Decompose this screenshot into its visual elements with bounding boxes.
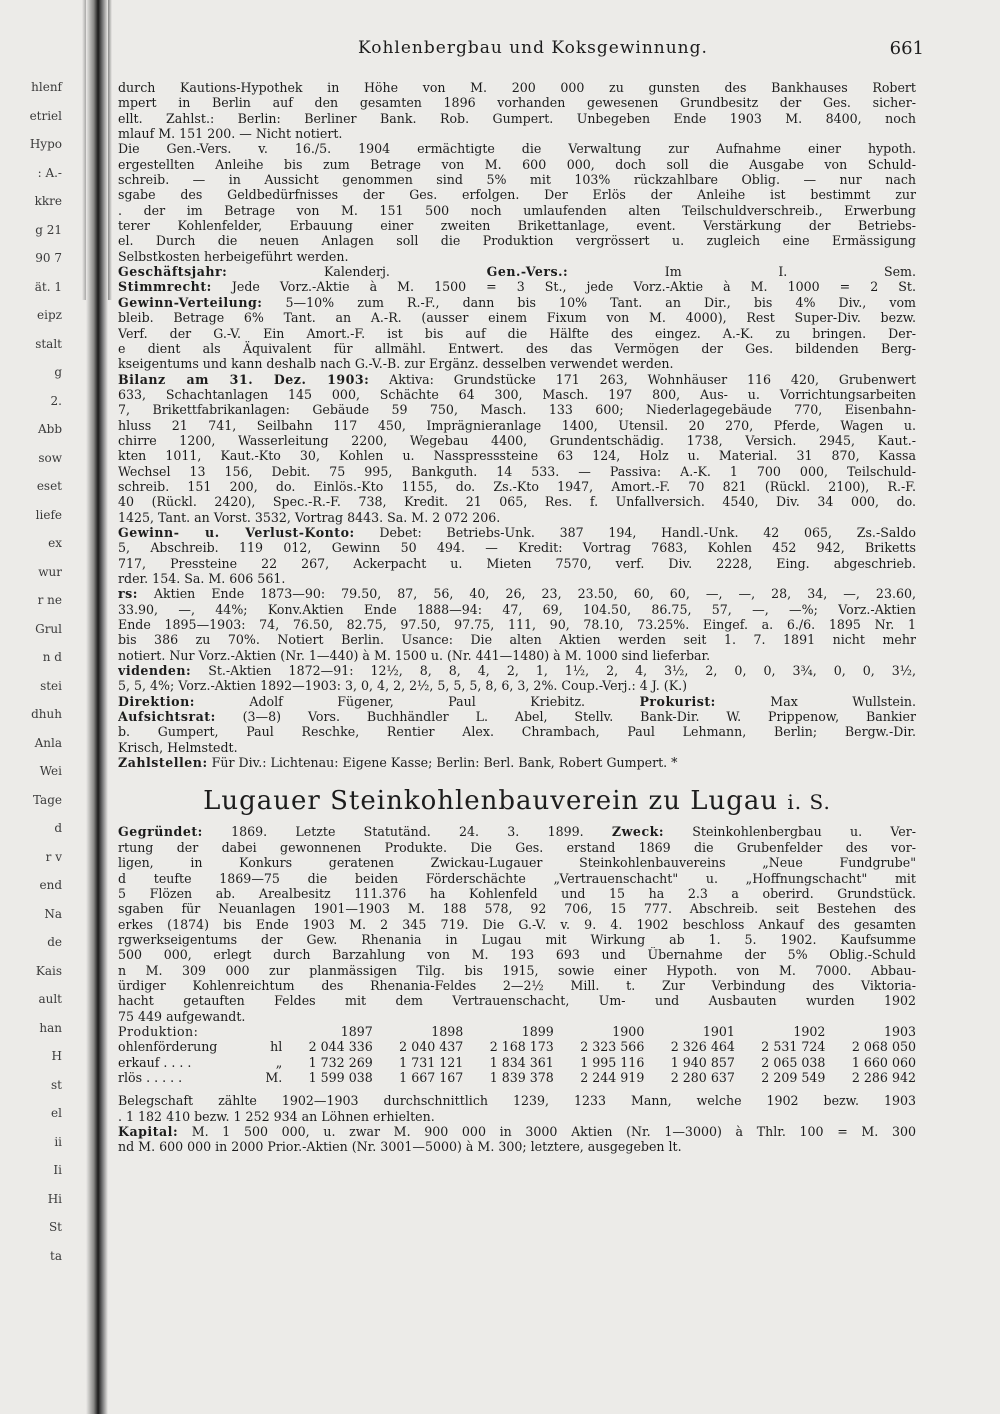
table-cell: 2 326 464 <box>670 1039 735 1055</box>
gutter-fragment: : A.- <box>37 165 62 180</box>
gutter-fragment: ault <box>38 992 62 1006</box>
gegruendet-label: Gegründet: <box>118 824 203 840</box>
gegruendet-text: 1869. Letzte Statutänd. 24. 3. 1899. <box>231 824 584 840</box>
zweck-text: Steinkohlenbergbau u. Ver- <box>692 824 916 840</box>
year-header: 1901 <box>702 1023 735 1039</box>
geschaeftsjahr-label: Geschäftsjahr: <box>118 264 228 280</box>
table-cell: 2 168 173 <box>489 1039 554 1055</box>
stimmrecht-line <box>118 279 916 294</box>
bond-text-line: sgabe des Geldbedürfnisses der Ges. erfolgen. Der Erlös der Anleihe ist bestimmt zur <box>118 187 916 203</box>
gutter-fragment: sow <box>38 450 62 465</box>
gutter-fragment: ii <box>54 1134 62 1149</box>
genvers-label: Gen.-Vers.: <box>486 264 569 280</box>
bond-text-line: terer Kohlenfelder, Erbauung einer zweiten Brikettanlage, event. Verstärkung der Betriebs- <box>118 218 916 234</box>
row-label: rlös . . . . . <box>118 1069 183 1085</box>
unit-header <box>258 1024 282 1039</box>
table-row <box>118 1055 916 1070</box>
direktion-label: Direktion: <box>118 693 195 709</box>
bond-text-line: ergestellten Anleihe bis zum Betrage von M. 600 000, doch soll die Ausgabe von Schuld- <box>118 156 916 172</box>
table-cell: 1 995 116 <box>580 1054 645 1070</box>
gutter-fragment: Wei <box>39 764 62 778</box>
gegruendet-line <box>118 824 916 839</box>
gutter-fragment: el <box>51 1106 62 1120</box>
page-number: 661 <box>889 38 924 59</box>
gutter-fragment: hlenf <box>31 80 62 94</box>
company-description-line: 75 449 aufgewandt. <box>118 1008 246 1024</box>
company-description-line: n M. 309 000 zur planmässigen Tilg. bis 1915, sowie einer Hypoth. von M. 7000. Abbau- <box>118 962 916 978</box>
year-header: 1902 <box>793 1023 826 1039</box>
row-unit: „ <box>275 1054 283 1070</box>
prokurist-label: Prokurist: <box>639 693 716 709</box>
kapital-block <box>118 1124 916 1155</box>
bond-text-line: Die Gen.-Vers. v. 16./5. 1904 ermächtigte die Verwaltung zur Aufnahme einer hypoth. <box>118 141 916 157</box>
gutter-fragment: H <box>51 1049 62 1063</box>
row-label: erkauf . . . . <box>118 1054 192 1070</box>
gewinnverteilung-line: bleib. Betrage 6% Tant. an A.-R. (ausser einem Fixum von M. 4000), Rest Super-Div. bezw. <box>118 310 916 326</box>
bond-text-line: el. Durch die neuen Anlagen soll die Produktion vergrössert u. zugleich eine Ermässigung <box>118 233 916 249</box>
zahlstellen-line <box>118 755 916 770</box>
bond-text-line: . der im Betrage von M. 151 500 noch umlaufenden alten Teilschuldverschreib., Erwerbung <box>118 202 916 218</box>
year-header: 1900 <box>612 1023 645 1039</box>
gutter-fragment: Na <box>44 906 62 921</box>
kurs-line: notiert. Nur Vorz.-Aktien (Nr. 1—440) à M. 1500 u. (Nr. 441—1480) à M. 1000 sind lieferbar. <box>118 647 711 663</box>
gutter-fragment: n d <box>42 650 62 664</box>
kurs-block <box>118 586 916 663</box>
gewinnverteilung-line: e dient als Äquivalent für allmähl. Entwert. des das Vermögen der Ges. bildenden Berg- <box>118 340 916 356</box>
text-column <box>118 80 916 1155</box>
gewinnverteilung-line: kseigentums und kann deshalb nach G.-V.-B. zur Ergänz. desselben verwendet werden. <box>118 356 674 372</box>
zahlstellen-text: Für Div.: Lichtenau: Eigene Kasse; Berlin: Berl. Bank, Robert Gumpert. * <box>211 755 678 771</box>
gutter-fragment: de <box>47 935 62 949</box>
dividenden-label: videnden: <box>118 663 192 679</box>
geschaeftsjahr-text: Kalenderj. <box>323 264 390 280</box>
table-cell: 1 940 857 <box>670 1054 735 1070</box>
gutter-fragment: d <box>54 821 62 835</box>
gutter-fragment: st <box>51 1077 62 1092</box>
company-description-line: 5 Flözen ab. Arealbesitz 111.376 ha Kohlenfeld und 15 ha 2.3 a oberird. Grundstück. <box>118 885 916 901</box>
genvers-text: Im I. Sem. <box>664 264 916 280</box>
stimmrecht-text: Jede Vorz.-Aktie à M. 1500 = 3 St., jede Vorz.-Aktie à M. 1000 = 2 St. <box>231 279 916 295</box>
dividenden-text: St.-Aktien 1872—91: 12½, 8, 8, 4, 2, 1, 1½, 2, 4, 3½, 2, 0, 0, 3¾, 0, 0, 3½, <box>191 663 916 679</box>
table-cell: 2 323 566 <box>580 1039 645 1055</box>
table-cell: 1 839 378 <box>489 1069 554 1085</box>
table-cell: 1 667 167 <box>399 1069 464 1085</box>
bilanz-line: 7, Brikettfabrikanlagen: Gebäude 59 750, Masch. 133 600; Niederlagegebäude 770, Eisenbahn- <box>118 402 916 418</box>
table-cell: 2 040 437 <box>399 1039 464 1055</box>
company-description-line: hacht getauften Feldes mit dem Vertrauenschacht, Um- und Ausbauten wurden 1902 <box>118 993 916 1009</box>
bond-text-line: ellt. Zahlst.: Berlin: Berliner Bank. Rob. Gumpert. Unbegeben Ende 1903 M. 8400, noch <box>118 110 916 126</box>
kurs-label: rs: <box>118 586 138 602</box>
company-description-line: rgwerkseigentums der Gew. Rhenania in Lugau mit Wirkung ab 1. 5. 1902. Kaufsumme <box>118 931 916 947</box>
company-description-line: rtung der dabei gewonnenen Produkte. Die Ges. erstand 1869 die Grubenfelder des vor- <box>118 839 916 855</box>
gutter-fragment: St <box>48 1220 62 1234</box>
bond-text-line: schreib. — in Aussicht genommen sind 5% mit 103% rückzahlbare Oblig. — nur nach <box>118 172 916 188</box>
geschaeftsjahr-line <box>118 264 916 279</box>
stimmrecht-label: Stimmrecht: <box>118 279 212 295</box>
belegschaft-block <box>118 1093 916 1124</box>
company-description-line: 500 000, erlegt durch Barzahlung von M. 193 693 und Übernahme der 5% Oblig.-Schuld <box>118 947 916 963</box>
company-description-line: sgaben für Neuanlagen 1901—1903 M. 188 578, 92 706, 15 777. Abschreib. seit Bestehen des <box>118 901 916 917</box>
belegschaft-line: Belegschaft zählte 1902—1903 durchschnittlich 1239, 1233 Mann, welche 1902 bezw. 1903 <box>118 1093 916 1109</box>
table-cell: 2 065 038 <box>761 1054 826 1070</box>
gewinnverteilung-block <box>118 295 916 372</box>
year-header: 1898 <box>431 1023 464 1039</box>
bilanz-line: Wechsel 13 156, Debit. 75 995, Bankguth. 14 533. — Passiva: A.-K. 1 700 000, Teilschuld- <box>118 463 916 479</box>
aufsichtsrat-label: Aufsichtsrat: <box>118 709 216 725</box>
bilanz-label: Bilanz am 31. Dez. 1903: <box>118 371 370 387</box>
adjacent-page-gutter <box>0 0 66 1414</box>
aufsichtsrat-line: b. Gumpert, Paul Reschke, Rentier Alex. Chrambach, Paul Lehmann, Berlin; Bergw.-Dir. <box>118 724 916 740</box>
dividenden-first-line <box>118 663 916 678</box>
gutter-fragment: r ne <box>37 593 62 607</box>
gewinnverteilung-line: Verf. der G.-V. Ein Amort.-F. ist bis auf die Hälfte des eingez. A.-K. zu bringen. Der- <box>118 325 916 341</box>
gutter-fragment: Kais <box>35 963 62 978</box>
gutter-fragment: kkre <box>34 194 62 208</box>
direktion-line <box>118 694 916 709</box>
year-header: 1897 <box>340 1023 373 1039</box>
gutter-fragment: liefe <box>35 507 62 522</box>
bilanz-line: kten 1011, Kaut.-Kto 30, Kohlen u. Nasspresssteine 63 124, Holz u. Material. 31 870, Kassa <box>118 448 916 464</box>
bond-text-line: durch Kautions-Hypothek in Höhe von M. 200 000 zu gunsten des Bankhauses Robert <box>118 80 916 95</box>
dividenden-block <box>118 663 916 694</box>
gewinnverteilung-text: 5—10% zum R.-F., dann bis 10% Tant. an Dir., bis 4% Div., vom <box>262 294 916 310</box>
company-title-suffix: i. S. <box>787 790 831 815</box>
gutter-fragment: stalt <box>35 336 62 351</box>
dividenden-line: 5, 5, 4%; Vorz.-Aktien 1892—1903: 3, 0, 4, 2, 2½, 5, 5, 5, 8, 6, 3, 2%. Coup.-Verj.: 4 J. (K.) <box>118 678 688 694</box>
gutter-fragment: eipz <box>37 308 62 322</box>
gutter-fragment: Abb <box>37 422 62 436</box>
kapital-first-line <box>118 1124 916 1139</box>
bilanz-first-line <box>118 372 916 387</box>
page-header <box>118 38 924 62</box>
belegschaft-line: . 1 182 410 bezw. 1 252 934 an Löhnen erhielten. <box>118 1108 435 1124</box>
company-description <box>118 840 916 1024</box>
prokurist-text: Max Wullstein. <box>770 693 916 709</box>
gutter-fragment: han <box>39 1020 62 1035</box>
gutter-fragment: ex <box>48 536 62 550</box>
direktion-text: Adolf Fügener, Paul Kriebitz. <box>249 693 585 709</box>
kurs-line: 33.90, —, 44%; Konv.Aktien Ende 1888—94: 47, 69, 104.50, 86.75, 57, —, —%; Vorz.-Aktien <box>118 601 916 617</box>
production-table <box>118 1024 916 1085</box>
gutter-fragment: stei <box>40 678 62 693</box>
table-cell: 2 044 336 <box>308 1039 373 1055</box>
bilanz-block <box>118 372 916 525</box>
bilanz-line: hluss 21 741, Seilbahn 117 450, Imprägnieranlage 1400, Utensil. 20 270, Pferde, Wagen u. <box>118 417 916 433</box>
running-head: Kohlenbergbau und Koksgewinnung. <box>358 38 708 58</box>
gutter-fragment: Anla <box>34 735 62 750</box>
table-row <box>118 1070 916 1085</box>
aufsichtsrat-first-line <box>118 709 916 724</box>
company-title-main: Lugauer Steinkohlenbauverein zu Lugau <box>203 786 779 817</box>
bilanz-line: chirre 1200, Wasserleitung 2200, Wegebau 4400, Grundentschädig. 1738, Versich. 2945, Kaut.- <box>118 432 916 448</box>
row-unit: hl <box>270 1039 283 1055</box>
gutter-fragment: Grul <box>35 621 62 636</box>
table-cell: 2 244 919 <box>580 1069 645 1085</box>
gutter-fragment: wur <box>38 564 62 579</box>
kapital-text: M. 1 500 000, u. zwar M. 900 000 in 3000 Aktien (Nr. 1—3000) à Thlr. 100 = M. 300 <box>178 1124 916 1139</box>
company-title <box>118 784 916 818</box>
kurs-line: Ende 1895—1903: 74, 76.50, 82.75, 97.50, 97.75, 111, 90, 78.10, 73.25%. Eingef. a. 6./6. 1895 Nr. 1 <box>118 617 916 633</box>
gewinnverteilung-label: Gewinn-Verteilung: <box>118 294 263 310</box>
gewinnkonto-label: Gewinn- u. Verlust-Konto: <box>118 524 355 540</box>
gutter-fragment: ta <box>50 1248 62 1263</box>
produktion-label: Produktion: <box>118 1023 199 1039</box>
table-cell: 1 732 269 <box>308 1054 373 1070</box>
bond-text-line: mpert in Berlin auf den gesamten 1896 vorhanden gewesenen Grundbesitz der Ges. sicher- <box>118 95 916 111</box>
table-cell: 1 599 038 <box>308 1069 373 1085</box>
gewinnverteilung-first-line <box>118 295 916 310</box>
production-header-row <box>118 1024 916 1039</box>
table-cell: 1 834 361 <box>489 1054 554 1070</box>
bond-text-line: Selbstkosten herbeigeführt werden. <box>118 248 349 264</box>
gewinnkonto-line: 717, Pressteine 22 267, Ackerpacht u. Mieten 7570, verf. Div. 2228, Eing. abgeschrieb. <box>118 555 916 571</box>
gewinnkonto-line: 5, Abschreib. 119 012, Gewinn 50 494. — Kredit: Vortrag 7683, Kohlen 452 942, Briketts <box>118 540 916 556</box>
kurs-line: bis 386 zu 70%. Notiert Berlin. Usance: Die alten Aktien werden seit 1. 7. 1891 nicht mehr <box>118 632 916 648</box>
table-cell: 2 531 724 <box>761 1039 826 1055</box>
zweck-label: Zweck: <box>611 824 664 840</box>
table-cell: 2 068 050 <box>851 1039 916 1055</box>
binding-fold <box>86 0 108 1414</box>
gutter-fragment: 2. <box>50 393 62 408</box>
kapital-line: nd M. 600 000 in 2000 Prior.-Aktien (Nr. 3001—5000) à M. 300; letztere, ausgegeben lt. <box>118 1139 682 1155</box>
year-header: 1899 <box>521 1023 554 1039</box>
company-description-line: ürdiger Kohlenreichtum des Rhenania-Feldes 2—2½ Mill. t. Zur Verbindung des Viktoria- <box>118 977 916 993</box>
gewinnkonto-line: rder. 154. Sa. M. 606 561. <box>118 571 286 586</box>
zahlstellen-label: Zahlstellen: <box>118 755 208 771</box>
gewinnkonto-block <box>118 525 916 586</box>
gutter-fragment: end <box>39 878 62 892</box>
gutter-fragment: 90 7 <box>35 251 62 265</box>
kapital-label: Kapital: <box>118 1124 179 1139</box>
bond-text-line: mlauf M. 151 200. — Nicht notiert. <box>118 126 343 142</box>
gutter-fragment: etriel <box>29 108 62 123</box>
kurs-first-line <box>118 586 916 601</box>
gutter-fragment: eset <box>36 479 62 493</box>
aufsichtsrat-line: Krisch, Helmstedt. <box>118 739 238 755</box>
gutter-fragment: g 21 <box>35 222 62 237</box>
aufsichtsrat-text: (3—8) Vors. Buchhändler L. Abel, Stellv. Bank-Dir. W. Prippenow, Bankier <box>215 709 916 725</box>
table-cell: 2 286 942 <box>851 1069 916 1085</box>
gutter-fragment: Hi <box>47 1191 62 1206</box>
bilanz-text: Aktiva: Grundstücke 171 263, Wohnhäuser 116 420, Grubenwert <box>369 371 916 387</box>
bilanz-line: 633, Schachtanlagen 145 000, Schächte 64 300, Masch. 197 800, Aus- u. Vorrichtungsarbeiten <box>118 386 916 402</box>
table-cell: 1 660 060 <box>851 1054 916 1070</box>
bilanz-line: schreib. 151 200, do. Einlös.-Kto 1155, do. Zs.-Kto 1947, Amort.-F. 70 821 (Rückl. 2100), R.-F. <box>118 478 916 494</box>
company-description-line: d teufte 1869—75 die beiden Förderschächte „Vertrauenschacht" u. „Hoffnungschacht" mit <box>118 870 916 886</box>
gutter-fragment: Tage <box>32 792 62 807</box>
row-unit: M. <box>265 1069 283 1085</box>
gutter-fragment: dhuh <box>31 707 62 721</box>
table-row <box>118 1039 916 1054</box>
bilanz-line: 1425, Tant. an Vorst. 3532, Vortrag 8443. Sa. M. 2 072 206. <box>118 509 501 525</box>
gutter-fragment: Ii <box>53 1163 62 1177</box>
gutter-fragment: Hypo <box>29 137 62 151</box>
gutter-fragment: g <box>54 365 62 379</box>
kurs-text: Aktien Ende 1873—90: 79.50, 87, 56, 40, 26, 23, 23.50, 60, 60, —, —, 28, 34, —, 23.60, <box>137 586 916 602</box>
gutter-fragment: r v <box>45 849 62 864</box>
table-cell: 2 280 637 <box>670 1069 735 1085</box>
year-header: 1903 <box>883 1023 916 1039</box>
gutter-fragment: ät. 1 <box>34 279 62 294</box>
bilanz-line: 40 (Rückl. 2420), Spec.-R.-F. 738, Kredit. 21 065, Res. f. Unfallversich. 4540, Div. 34 000, do. <box>118 494 916 510</box>
section-bond-text <box>118 80 916 264</box>
company-description-line: erkes (1874) bis Ende 1903 M. 2 345 719. Die G.-V. v. 9. 4. 1902 beschloss Ankauf des gesamten <box>118 916 916 932</box>
row-label: ohlenförderung <box>118 1039 218 1055</box>
company-description-line: ligen, in Konkurs geratenen Zwickau-Lugauer Steinkohlenbauvereins „Neue Fundgrube" <box>118 855 916 871</box>
table-cell: 1 731 121 <box>399 1054 464 1070</box>
gewinnkonto-first-line <box>118 525 916 540</box>
table-cell: 2 209 549 <box>761 1069 826 1085</box>
aufsichtsrat-block <box>118 709 916 755</box>
gewinnkonto-text: Debet: Betriebs-Unk. 387 194, Handl.-Unk. 42 065, Zs.-Saldo <box>354 524 916 540</box>
